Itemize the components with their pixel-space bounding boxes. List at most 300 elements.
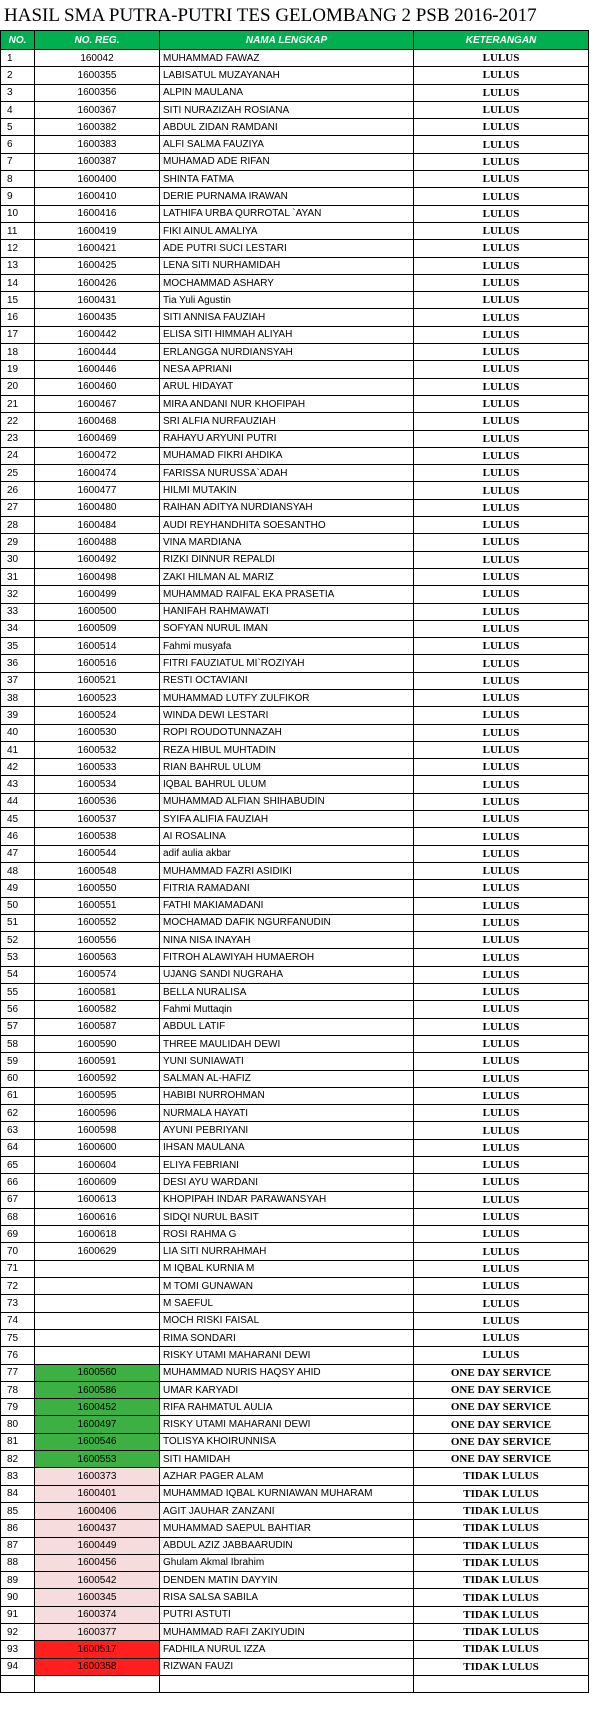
table-row <box>1 1589 600 1606</box>
cell-ket: LULUS <box>414 344 589 361</box>
table-row <box>1 1035 600 1052</box>
cell-ket: LULUS <box>414 1018 589 1035</box>
cell-name: RISA SALSA SABILA <box>160 1589 414 1606</box>
table-row <box>1 413 600 430</box>
cell-name: LATHIFA URBA QURROTAL `AYAN <box>160 205 414 222</box>
table-row <box>1 1485 600 1502</box>
table-spacer <box>589 1070 600 1087</box>
cell-no: 80 <box>1 1416 35 1433</box>
table-row <box>1 188 600 205</box>
cell-ket: LULUS <box>414 326 589 343</box>
cell-name: LIA SITI NURRAHMAH <box>160 1243 414 1260</box>
cell-name: SYIFA ALIFIA FAUZIAH <box>160 811 414 828</box>
table-row <box>1 1105 600 1122</box>
cell-reg: 1600552 <box>35 914 160 931</box>
table-row <box>1 1554 600 1571</box>
cell-reg: 1600516 <box>35 655 160 672</box>
table-row <box>1 84 600 101</box>
cell-no: 21 <box>1 395 35 412</box>
cell-reg: 1600383 <box>35 136 160 153</box>
cell-no: 64 <box>1 1139 35 1156</box>
table-spacer <box>589 984 600 1001</box>
cell-no: 66 <box>1 1174 35 1191</box>
cell-reg <box>35 1278 160 1295</box>
cell-name: YUNI SUNIAWATI <box>160 1053 414 1070</box>
table-row <box>1 153 600 170</box>
cell-reg: 1600604 <box>35 1157 160 1174</box>
cell-no: 29 <box>1 534 35 551</box>
table-spacer <box>589 136 600 153</box>
table-spacer <box>589 862 600 879</box>
cell-reg: 1600551 <box>35 897 160 914</box>
cell-no: 74 <box>1 1312 35 1329</box>
cell-ket: LULUS <box>414 1122 589 1139</box>
table-spacer <box>589 1433 600 1450</box>
cell-no: 22 <box>1 413 35 430</box>
cell-name: ROPI ROUDOTUNNAZAH <box>160 724 414 741</box>
table-row <box>1 1606 600 1623</box>
cell-name: AGIT JAUHAR ZANZANI <box>160 1502 414 1519</box>
cell-ket: LULUS <box>414 620 589 637</box>
table-row <box>1 880 600 897</box>
cell-name: IQBAL BAHRUL ULUM <box>160 776 414 793</box>
cell-no: 63 <box>1 1122 35 1139</box>
table-spacer <box>589 1537 600 1554</box>
cell-name: M IQBAL KURNIA M <box>160 1260 414 1277</box>
cell-ket: LULUS <box>414 586 589 603</box>
cell-name: MUHAMMAD RAIFAL EKA PRASETIA <box>160 586 414 603</box>
cell-no: 5 <box>1 119 35 136</box>
table-row <box>1 1416 600 1433</box>
cell-no: 26 <box>1 482 35 499</box>
cell-no: 12 <box>1 240 35 257</box>
cell-reg: 1600367 <box>35 101 160 118</box>
cell-reg: 1600560 <box>35 1364 160 1381</box>
table-row <box>1 1295 600 1312</box>
cell-reg: 1600374 <box>35 1606 160 1623</box>
table-spacer <box>589 655 600 672</box>
cell-name: RISKY UTAMI MAHARANI DEWI <box>160 1347 414 1364</box>
cell-no: 38 <box>1 689 35 706</box>
cell-no: 83 <box>1 1468 35 1485</box>
cell-name: MUHAMMAD RAFI ZAKIYUDIN <box>160 1624 414 1641</box>
table-row <box>1 1312 600 1329</box>
table-row <box>1 465 600 482</box>
cell-reg: 1600517 <box>35 1641 160 1658</box>
table-row <box>1 1347 600 1364</box>
cell-reg: 1600523 <box>35 689 160 706</box>
column-header-ket: KETERANGAN <box>414 31 589 50</box>
table-row <box>1 966 600 983</box>
cell-reg: 1600591 <box>35 1053 160 1070</box>
cell-name: PUTRI ASTUTI <box>160 1606 414 1623</box>
table-spacer <box>589 309 600 326</box>
cell-name: MUHAMMAD IQBAL KURNIAWAN MUHARAM <box>160 1485 414 1502</box>
empty-cell <box>35 1675 160 1692</box>
table-row <box>1 1243 600 1260</box>
table-spacer <box>589 949 600 966</box>
cell-reg: 1600590 <box>35 1035 160 1052</box>
table-spacer <box>589 1035 600 1052</box>
cell-reg <box>35 1260 160 1277</box>
table-row <box>1 1018 600 1035</box>
cell-no: 78 <box>1 1381 35 1398</box>
cell-reg: 1600616 <box>35 1208 160 1225</box>
cell-ket: LULUS <box>414 1191 589 1208</box>
table-row <box>1 240 600 257</box>
cell-no: 28 <box>1 517 35 534</box>
cell-no: 15 <box>1 292 35 309</box>
cell-reg: 1600406 <box>35 1502 160 1519</box>
cell-no: 13 <box>1 257 35 274</box>
table-row <box>1 1208 600 1225</box>
cell-name: MOCHAMMAD ASHARY <box>160 274 414 291</box>
cell-name: SOFYAN NURUL IMAN <box>160 620 414 637</box>
table-row <box>1 1191 600 1208</box>
cell-reg: 1600581 <box>35 984 160 1001</box>
cell-reg: 1600426 <box>35 274 160 291</box>
page-title: HASIL SMA PUTRA-PUTRI TES GELOMBANG 2 PSB 2016-2017 <box>4 5 537 26</box>
table-spacer <box>589 119 600 136</box>
table-spacer <box>589 292 600 309</box>
table-row <box>1 1433 600 1450</box>
column-header-reg: NO. REG. <box>35 31 160 50</box>
table-row <box>1 361 600 378</box>
table-spacer <box>589 257 600 274</box>
cell-ket: LULUS <box>414 759 589 776</box>
cell-no: 8 <box>1 171 35 188</box>
table-spacer <box>589 1520 600 1537</box>
table-spacer <box>589 1001 600 1018</box>
table-spacer <box>589 50 600 67</box>
cell-no: 68 <box>1 1208 35 1225</box>
table-row <box>1 672 600 689</box>
table-spacer <box>589 534 600 551</box>
cell-name: ALFI SALMA FAUZIYA <box>160 136 414 153</box>
table-spacer <box>589 932 600 949</box>
cell-no: 14 <box>1 274 35 291</box>
cell-name: Tia Yuli Agustin <box>160 292 414 309</box>
cell-no: 60 <box>1 1070 35 1087</box>
cell-name: RIFA RAHMATUL AULIA <box>160 1399 414 1416</box>
cell-no: 37 <box>1 672 35 689</box>
table-row <box>1 724 600 741</box>
cell-no: 88 <box>1 1554 35 1571</box>
cell-name: Fahmi musyafa <box>160 638 414 655</box>
table-spacer <box>589 811 600 828</box>
cell-no: 65 <box>1 1157 35 1174</box>
cell-ket: LULUS <box>414 50 589 67</box>
table-spacer <box>589 67 600 84</box>
table-row <box>1 1157 600 1174</box>
table-spacer <box>589 759 600 776</box>
cell-name: SHINTA FATMA <box>160 171 414 188</box>
table-row <box>1 101 600 118</box>
cell-reg: 1600345 <box>35 1589 160 1606</box>
cell-reg: 1600530 <box>35 724 160 741</box>
cell-no: 59 <box>1 1053 35 1070</box>
table-spacer <box>589 1139 600 1156</box>
cell-reg: 1600446 <box>35 361 160 378</box>
cell-reg: 1600484 <box>35 517 160 534</box>
table-row <box>1 586 600 603</box>
cell-name: MOCH RISKI FAISAL <box>160 1312 414 1329</box>
cell-no: 35 <box>1 638 35 655</box>
cell-reg: 1600553 <box>35 1451 160 1468</box>
cell-name: MUHAMMAD FAWAZ <box>160 50 414 67</box>
empty-cell <box>160 1675 414 1692</box>
table-row <box>1 689 600 706</box>
cell-ket: LULUS <box>414 136 589 153</box>
cell-reg: 1600377 <box>35 1624 160 1641</box>
table-spacer <box>589 499 600 516</box>
cell-no: 7 <box>1 153 35 170</box>
table-spacer <box>589 1105 600 1122</box>
table-row <box>1 274 600 291</box>
table-row <box>1 326 600 343</box>
results-table <box>0 30 600 1693</box>
table-row <box>1 551 600 568</box>
cell-reg: 1600472 <box>35 447 160 464</box>
cell-no: 57 <box>1 1018 35 1035</box>
cell-ket: LULUS <box>414 932 589 949</box>
table-row <box>1 482 600 499</box>
cell-no: 27 <box>1 499 35 516</box>
cell-no: 23 <box>1 430 35 447</box>
table-spacer <box>589 966 600 983</box>
cell-ket: LULUS <box>414 984 589 1001</box>
cell-name: ABDUL ZIDAN RAMDANI <box>160 119 414 136</box>
table-row <box>1 534 600 551</box>
cell-reg: 1600488 <box>35 534 160 551</box>
table-row <box>1 1278 600 1295</box>
table-spacer <box>589 1226 600 1243</box>
cell-name: MIRA ANDANI NUR KHOFIPAH <box>160 395 414 412</box>
table-spacer <box>589 1451 600 1468</box>
table-spacer <box>589 1381 600 1398</box>
cell-no: 51 <box>1 914 35 931</box>
cell-name: ADE PUTRI SUCI LESTARI <box>160 240 414 257</box>
cell-reg: 1600595 <box>35 1087 160 1104</box>
cell-reg: 160042 <box>35 50 160 67</box>
cell-reg: 1600587 <box>35 1018 160 1035</box>
cell-reg: 1600509 <box>35 620 160 637</box>
table-row <box>1 603 600 620</box>
column-header-no: NO. <box>1 31 35 50</box>
table-row <box>1 828 600 845</box>
table-row <box>1 222 600 239</box>
table-row <box>1 1520 600 1537</box>
table-spacer <box>589 568 600 585</box>
cell-reg: 1600556 <box>35 932 160 949</box>
table-row <box>1 1122 600 1139</box>
cell-reg: 1600534 <box>35 776 160 793</box>
cell-ket: LULUS <box>414 222 589 239</box>
cell-name: FIKI AINUL AMALIYA <box>160 222 414 239</box>
cell-reg: 1600355 <box>35 67 160 84</box>
table-row <box>1 1226 600 1243</box>
cell-no: 24 <box>1 447 35 464</box>
cell-no: 69 <box>1 1226 35 1243</box>
table-row <box>1 309 600 326</box>
cell-reg: 1600474 <box>35 465 160 482</box>
cell-no: 17 <box>1 326 35 343</box>
cell-ket: LULUS <box>414 862 589 879</box>
cell-ket: LULUS <box>414 1001 589 1018</box>
cell-reg: 1600542 <box>35 1572 160 1589</box>
table-row <box>1 897 600 914</box>
table-spacer <box>589 240 600 257</box>
cell-reg: 1600550 <box>35 880 160 897</box>
cell-reg: 1600533 <box>35 759 160 776</box>
cell-reg: 1600500 <box>35 603 160 620</box>
cell-reg: 1600574 <box>35 966 160 983</box>
cell-ket: LULUS <box>414 1053 589 1070</box>
table-spacer <box>589 465 600 482</box>
cell-reg: 1600437 <box>35 1520 160 1537</box>
cell-ket: LULUS <box>414 672 589 689</box>
cell-name: RIZKI DINNUR REPALDI <box>160 551 414 568</box>
cell-ket: LULUS <box>414 724 589 741</box>
cell-ket: LULUS <box>414 309 589 326</box>
cell-name: MOCHAMAD DAFIK NGURFANUDIN <box>160 914 414 931</box>
cell-no: 10 <box>1 205 35 222</box>
cell-name: MUHAMAD ADE RIFAN <box>160 153 414 170</box>
cell-no: 87 <box>1 1537 35 1554</box>
cell-ket: LULUS <box>414 188 589 205</box>
cell-name: ABDUL AZIZ JABBAARUDIN <box>160 1537 414 1554</box>
cell-ket: TIDAK LULUS <box>414 1502 589 1519</box>
table-row <box>1 395 600 412</box>
cell-reg: 1600410 <box>35 188 160 205</box>
cell-no: 41 <box>1 741 35 758</box>
cell-reg: 1600592 <box>35 1070 160 1087</box>
table-spacer <box>589 620 600 637</box>
cell-name: ELISA SITI HIMMAH ALIYAH <box>160 326 414 343</box>
cell-ket: LULUS <box>414 240 589 257</box>
cell-ket: TIDAK LULUS <box>414 1641 589 1658</box>
table-spacer <box>589 344 600 361</box>
table-spacer <box>589 1624 600 1641</box>
cell-name: FATHI MAKIAMADANI <box>160 897 414 914</box>
cell-ket: LULUS <box>414 1243 589 1260</box>
cell-name: REZA HIBUL MUHTADIN <box>160 741 414 758</box>
cell-reg: 1600582 <box>35 1001 160 1018</box>
cell-reg: 1600435 <box>35 309 160 326</box>
cell-reg: 1600421 <box>35 240 160 257</box>
cell-ket: LULUS <box>414 517 589 534</box>
table-spacer <box>589 1502 600 1519</box>
cell-no: 89 <box>1 1572 35 1589</box>
cell-ket: LULUS <box>414 1208 589 1225</box>
cell-ket: TIDAK LULUS <box>414 1658 589 1675</box>
cell-no: 73 <box>1 1295 35 1312</box>
cell-no: 92 <box>1 1624 35 1641</box>
table-spacer <box>589 1485 600 1502</box>
cell-name: AUDI REYHANDHITA SOESANTHO <box>160 517 414 534</box>
cell-name: HABIBI NURROHMAN <box>160 1087 414 1104</box>
cell-reg: 1600425 <box>35 257 160 274</box>
cell-ket: LULUS <box>414 568 589 585</box>
table-spacer <box>589 724 600 741</box>
table-spacer <box>589 1606 600 1623</box>
cell-no: 1 <box>1 50 35 67</box>
cell-ket: LULUS <box>414 465 589 482</box>
cell-reg: 1600609 <box>35 1174 160 1191</box>
cell-ket: LULUS <box>414 101 589 118</box>
cell-ket: LULUS <box>414 67 589 84</box>
cell-reg: 1600544 <box>35 845 160 862</box>
cell-name: BELLA NURALISA <box>160 984 414 1001</box>
table-spacer <box>589 1018 600 1035</box>
table-spacer <box>589 205 600 222</box>
cell-reg: 1600521 <box>35 672 160 689</box>
table-spacer <box>589 897 600 914</box>
cell-no: 36 <box>1 655 35 672</box>
cell-no: 45 <box>1 811 35 828</box>
table-spacer <box>589 188 600 205</box>
table-spacer <box>589 222 600 239</box>
cell-reg: 1600537 <box>35 811 160 828</box>
table-row <box>1 1070 600 1087</box>
cell-reg: 1600524 <box>35 707 160 724</box>
table-spacer <box>589 689 600 706</box>
cell-ket: TIDAK LULUS <box>414 1520 589 1537</box>
table-row <box>1 1624 600 1641</box>
cell-name: SIDQI NURUL BASIT <box>160 1208 414 1225</box>
cell-ket: TIDAK LULUS <box>414 1624 589 1641</box>
cell-name: FITRI FAUZIATUL MI`ROZIYAH <box>160 655 414 672</box>
cell-no: 71 <box>1 1260 35 1277</box>
cell-no: 30 <box>1 551 35 568</box>
table-row <box>1 1087 600 1104</box>
table-row <box>1 430 600 447</box>
table-spacer <box>589 1572 600 1589</box>
cell-reg: 1600613 <box>35 1191 160 1208</box>
table-spacer <box>589 1174 600 1191</box>
cell-reg: 1600449 <box>35 1537 160 1554</box>
cell-ket: TIDAK LULUS <box>414 1589 589 1606</box>
cell-reg: 1600598 <box>35 1122 160 1139</box>
cell-no: 40 <box>1 724 35 741</box>
cell-no: 53 <box>1 949 35 966</box>
cell-no: 49 <box>1 880 35 897</box>
table-row <box>1 811 600 828</box>
cell-name: IHSAN MAULANA <box>160 1139 414 1156</box>
cell-name: M SAEFUL <box>160 1295 414 1312</box>
cell-no: 58 <box>1 1035 35 1052</box>
table-spacer <box>589 326 600 343</box>
table-spacer <box>589 378 600 395</box>
table-row <box>1 517 600 534</box>
cell-reg: 1600382 <box>35 119 160 136</box>
cell-name: ELIYA FEBRIANI <box>160 1157 414 1174</box>
table-row <box>1 568 600 585</box>
cell-name: SALMAN AL-HAFIZ <box>160 1070 414 1087</box>
cell-no: 94 <box>1 1658 35 1675</box>
cell-ket: TIDAK LULUS <box>414 1606 589 1623</box>
table-spacer <box>589 31 600 50</box>
cell-reg <box>35 1295 160 1312</box>
cell-no: 56 <box>1 1001 35 1018</box>
cell-no: 19 <box>1 361 35 378</box>
cell-ket: LULUS <box>414 1312 589 1329</box>
table-spacer <box>589 1589 600 1606</box>
cell-reg: 1600444 <box>35 344 160 361</box>
cell-no: 91 <box>1 1606 35 1623</box>
table-spacer <box>589 551 600 568</box>
table-row <box>1 292 600 309</box>
